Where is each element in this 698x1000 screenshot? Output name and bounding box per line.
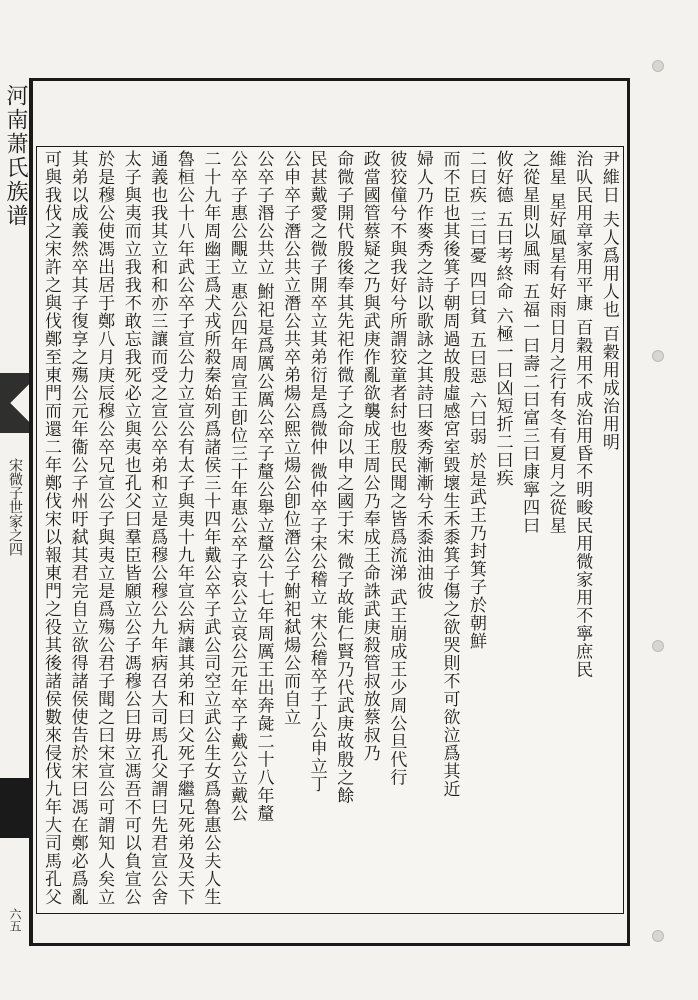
binding-hole-icon: [652, 640, 664, 652]
binding-hole-icon: [652, 930, 664, 942]
text-column: 可與我伐之宋許之與伐鄭至東門而還二年鄭伐宋以報東門之役其後諸侯數來侵伐九年大司馬孔父: [41, 150, 61, 906]
text-column: 政當國管蔡疑之乃與武庚作亂欲襲成王周公乃奉成王命誅武庚殺管叔放蔡叔乃: [359, 150, 380, 762]
text-column: 二十九年周幽王爲犬戎所殺秦始列爲諸侯三十四年戴公卒子武公司空立武公生女爲魯惠公夫人生: [200, 150, 221, 906]
text-column: 命微子開代殷後奉其先祀作微子之命以申之國于宋 微子故能仁賢乃代武庚故殷之餘: [333, 150, 354, 805]
text-column: 魯桓公十八年武公卒子宣公力立宣公有太子與夷十九年宣公病讓其弟和曰父死子繼兄死弟及天下: [173, 150, 194, 906]
text-column: 其弟以成義然卒其子復享之殤公元年衞公子州吁弑其君完自立欲得諸侯使告於宋曰馮在鄭必爲亂: [67, 150, 88, 906]
text-column: 尹維日 夫人爲用人也 百穀用成治用明: [598, 150, 619, 451]
text-column: 太子與夷而立我我不敢忘我死必立與夷也孔父曰羣臣皆願立公子馮穆公曰毋立馮吾不可以負宣公: [120, 150, 141, 906]
text-column: 公卒子湣公共立 鮒祀是爲厲公厲公卒子釐公舉立釐公十七年周厲王出奔彘二十八年釐: [253, 150, 274, 823]
text-column: 彼狡僮兮不與我好兮所謂狡童者紂也殷民聞之皆爲流涕 武王崩成王少周公旦代行: [386, 150, 407, 787]
text-columns: [40, 150, 620, 910]
text-column: 之從星則以風雨 五福一曰壽二曰富三曰康寧四曰: [519, 150, 540, 535]
text-column: 而不臣也其後箕子朝周過故殷虛感宮室毀壞生禾黍箕子傷之欲哭則不可欲泣爲其近: [439, 150, 460, 798]
book-title: 河南萧氏族谱: [3, 84, 28, 228]
text-column: 於是穆公使馮出居于鄭八月庚辰穆公卒兄宣公子與夷立是爲殤公君子聞之曰宋宣公可謂知人矣立: [94, 150, 115, 906]
binding-hole-icon: [652, 350, 664, 362]
text-column: 二曰疾 三曰憂 四曰貧 五曰惡 六曰弱 於是武王乃封箕子於朝鮮: [466, 150, 486, 651]
binding-hole-icon: [652, 60, 664, 72]
text-column: 攸好德 五曰考終命 六極一曰凶短折二曰疾: [492, 150, 513, 487]
text-column: 民甚戴愛之微子開卒立其弟衍是爲微仲 微仲卒子宋公稽立 宋公稽卒子丁公申立丁: [306, 150, 327, 793]
text-column: 治㕥民用章家用平康 百穀用不成治用昏不明畯民用微家用不寧庶民: [572, 150, 593, 679]
section-title: 宋微子世家之四: [7, 458, 23, 556]
text-column: 維星 星好風星有好雨日月之行有冬有夏月之從星: [545, 150, 566, 535]
text-column: 婦人乃作麥秀之詩以歌詠之其詩曰麥秀漸漸兮禾黍油油彼: [412, 150, 433, 600]
text-column: 公申卒子潛公共立潛公共卒弟煬公熙立煬公卽位潛公子鮒祀弑煬公而自立: [280, 150, 301, 726]
text-column: 公卒子惠公覸立 惠公四年周宣王卽位三十年惠公卒子哀公立哀公元年卒子戴公立戴公: [226, 150, 247, 823]
text-column: 通義也我其立和和亦三讓而受之宣公卒弟和立是爲穆公穆公九年病召大司馬孔父謂曰先君宣公舍: [147, 150, 168, 906]
page-number: 六五: [8, 908, 22, 932]
page-number-area: [0, 78, 30, 946]
